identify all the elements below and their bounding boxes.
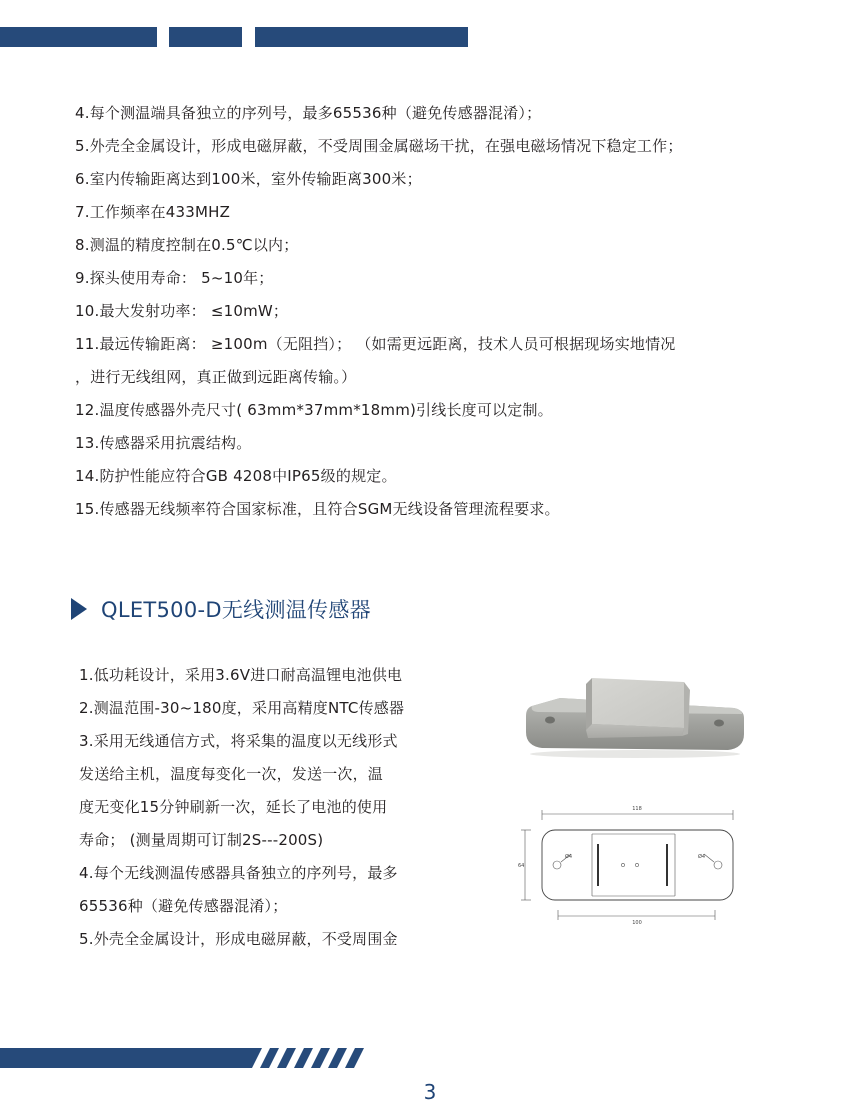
spec-item: 5.外壳全金属设计，形成电磁屏蔽，不受周围金属磁场干扰，在强电磁场情况下稳定工作； xyxy=(75,137,683,155)
header-bar-segment-3 xyxy=(255,27,468,47)
spec-item: 12.温度传感器外壳尺寸( 63mm*37mm*18mm)引线长度可以定制。 xyxy=(75,401,553,419)
dimension-side-label: 64 xyxy=(518,863,525,869)
page-number: 3 xyxy=(423,1080,437,1104)
spec-item: 7.工作频率在433MHZ xyxy=(75,203,231,221)
feature-line: 5.外壳全金属设计，形成电磁屏蔽，不受周围金 xyxy=(79,930,398,948)
section-heading xyxy=(71,594,371,624)
footer-stripe-bar xyxy=(0,1048,380,1068)
feature-line: 2.测温范围-30~180度，采用高精度NTC传感器 xyxy=(79,699,405,717)
feature-line: 发送给主机，温度每变化一次，发送一次，温 xyxy=(79,765,384,783)
header-bar-segment-1 xyxy=(0,27,157,47)
feature-line: 1.低功耗设计，采用3.6V进口耐高温锂电池供电 xyxy=(79,666,403,684)
spec-item-continued: ，进行无线组网，真正做到远距离传输。） xyxy=(75,368,357,386)
dimension-bottom-label: 100 xyxy=(632,920,642,926)
spec-item: 15.传感器无线频率符合国家标准，且符合SGM无线设备管理流程要求。 xyxy=(75,500,560,518)
feature-line: 3.采用无线通信方式，将采集的温度以无线形式 xyxy=(79,732,398,750)
section-title: QLET500-D无线测温传感器 xyxy=(101,598,371,622)
spec-item: 6.室内传输距离达到100米，室外传输距离300米； xyxy=(75,170,422,188)
dimension-drawing xyxy=(515,800,755,930)
feature-line: 4.每个无线测温传感器具备独立的序列号，最多 xyxy=(79,864,398,882)
feature-line: 65536种（避免传感器混淆）； xyxy=(79,897,288,915)
spec-item: 11.最远传输距离： ≥100m（无阻挡）； （如需更远距离，技术人员可根据现场实地情况 xyxy=(75,335,676,353)
sensor-photo xyxy=(520,668,750,760)
spec-item: 9.探头使用寿命： 5~10年； xyxy=(75,269,274,287)
spec-item: 13.传感器采用抗震结构。 xyxy=(75,434,252,452)
feature-line: 寿命； (测量周期可订制2S---200S) xyxy=(79,831,324,849)
spec-item: 10.最大发射功率： ≤10mW； xyxy=(75,302,289,320)
hole-label-left: Ø4 xyxy=(565,854,573,860)
header-bar-segment-2 xyxy=(169,27,242,47)
play-triangle-icon xyxy=(71,598,87,620)
dimension-top-label: 118 xyxy=(632,806,642,812)
feature-list xyxy=(79,664,459,961)
spec-item: 8.测温的精度控制在0.5℃以内； xyxy=(75,236,299,254)
spec-item: 4.每个测温端具备独立的序列号，最多65536种（避免传感器混淆）； xyxy=(75,104,542,122)
spec-list xyxy=(75,102,795,531)
feature-line: 度无变化15分钟刷新一次，延长了电池的使用 xyxy=(79,798,388,816)
hole-label-right: Ø4 xyxy=(698,854,706,860)
spec-item: 14.防护性能应符合GB 4208中IP65级的规定。 xyxy=(75,467,397,485)
